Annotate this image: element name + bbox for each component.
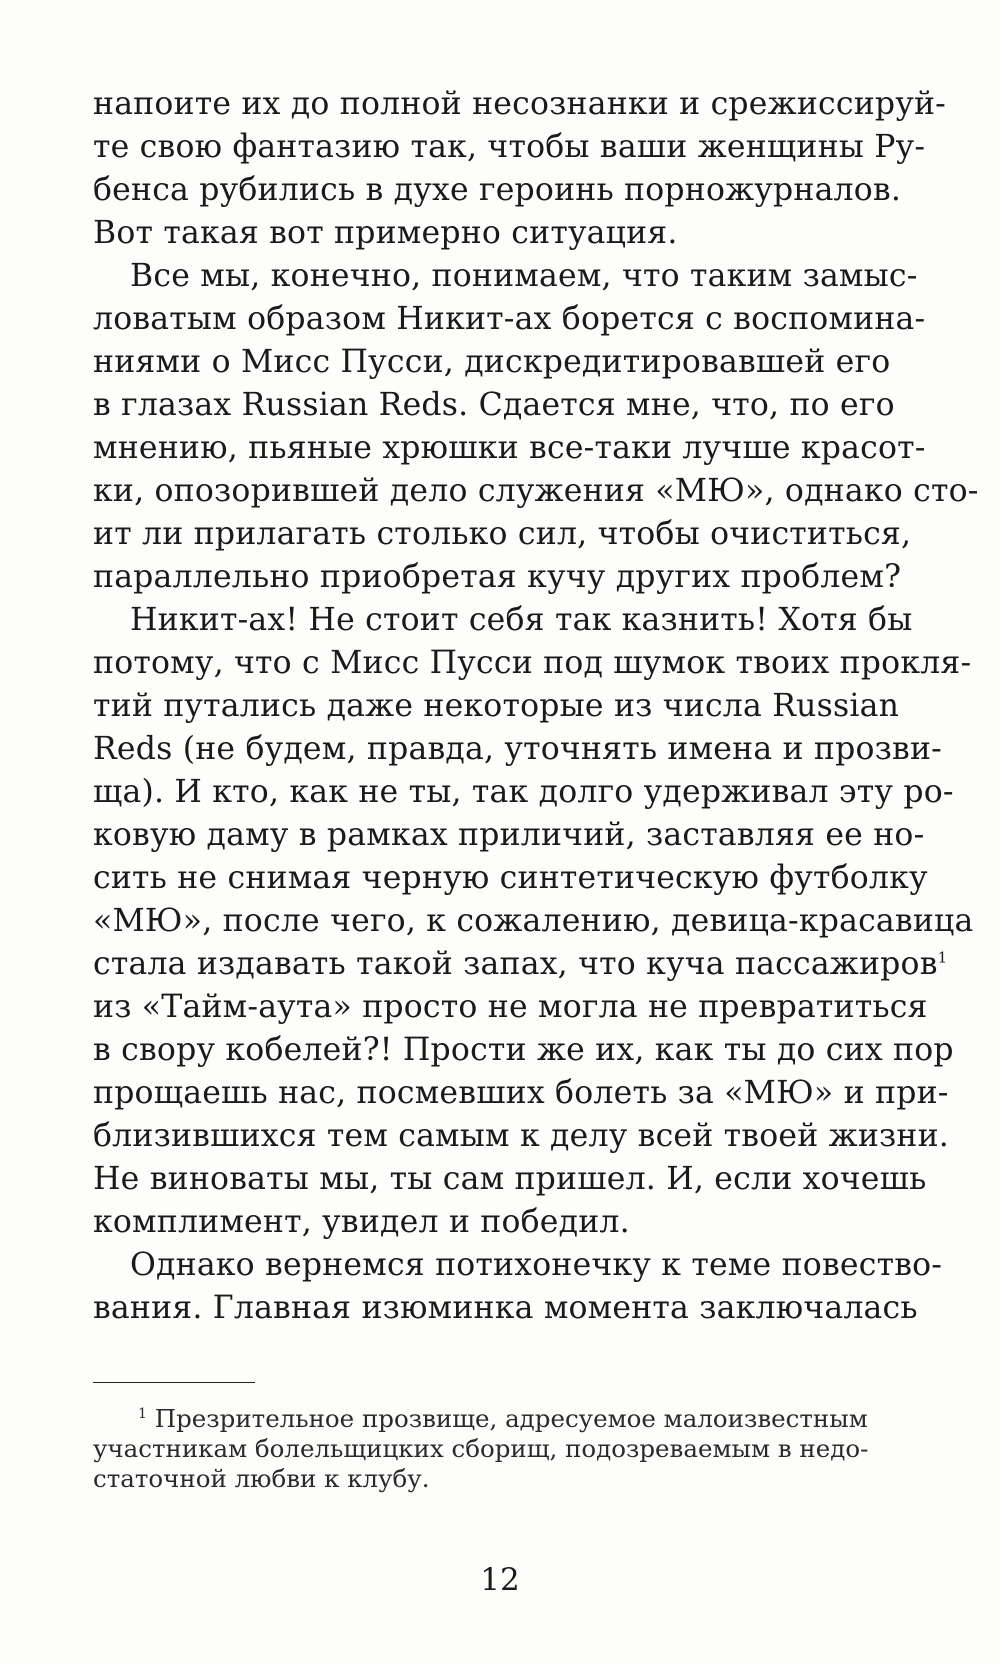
body-line-with-footnote-ref <box>93 944 948 984</box>
footnote-line <box>138 1404 958 1434</box>
footnote-line: участникам болельщицких сборищ, подозреваемым в недо- <box>93 1434 869 1463</box>
footnote-text: Презрительное прозвище, адресуемое малоизвестным <box>154 1404 868 1433</box>
body-line: близившихся тем самым к делу всей твоей жизни. <box>93 1118 949 1154</box>
body-line: ковую даму в рамках приличий, заставляя ее но- <box>93 817 925 853</box>
footnote-mark: 1 <box>138 1405 147 1422</box>
body-line: ки, опозорившей дело служения «МЮ», однако сто- <box>93 473 979 509</box>
body-line: прощаешь нас, посмевших болеть за «МЮ» и при- <box>93 1075 949 1111</box>
body-line: те свою фантазию так, чтобы ваши женщины Ру- <box>93 129 926 165</box>
body-line: сить не снимая черную синтетическую футболку <box>93 860 928 896</box>
body-line: в свору кобелей?! Прости же их, как ты до сих пор <box>93 1032 954 1068</box>
body-line: Никит-ах! Не стоит себя так казнить! Хотя бы <box>130 602 913 638</box>
body-line: ловатым образом Никит-ах борется с воспомина- <box>93 301 926 337</box>
body-line: параллельно приобретая кучу других проблем? <box>93 559 902 595</box>
body-line: Однако вернемся потихонечку к теме повество- <box>130 1247 943 1283</box>
body-line: комплимент, увидел и победил. <box>93 1204 630 1240</box>
body-line: тий путались даже некоторые из числа Russian <box>93 688 900 724</box>
body-line: Все мы, конечно, понимаем, что таким замыс- <box>130 258 918 294</box>
body-line: из «Тайм-аута» просто не могла не превратиться <box>93 989 928 1025</box>
body-line: Reds (не будем, правда, уточнять имена и прозви- <box>93 731 942 767</box>
body-line: «МЮ», после чего, к сожалению, девица-красавица <box>93 903 974 939</box>
body-line: мнению, пьяные хрюшки все-таки лучше красот- <box>93 430 926 466</box>
page-number: 12 <box>480 1562 520 1598</box>
body-line: ит ли прилагать столько сил, чтобы очиститься, <box>93 516 912 552</box>
body-line: в глазах Russian Reds. Сдается мне, что, по его <box>93 387 895 423</box>
body-line: Не виноваты мы, ты сам пришел. И, если хочешь <box>93 1161 927 1197</box>
body-line: бенса рубились в духе героинь порножурналов. <box>93 172 902 208</box>
footnote-reference: 1 <box>937 948 948 967</box>
footnote-divider <box>93 1382 255 1383</box>
body-line: потому, что с Мисс Пусси под шумок твоих прокля- <box>93 645 972 681</box>
body-line-text: стала издавать такой запах, что куча пассажиров <box>93 946 938 982</box>
body-line: Вот такая вот примерно ситуация. <box>93 215 678 251</box>
body-line: ниями о Мисс Пусси, дискредитировавшей его <box>93 344 891 380</box>
body-line: напоите их до полной несознанки и срежиссируй- <box>93 86 947 122</box>
footnote-line: статочной любви к клубу. <box>93 1464 430 1493</box>
body-line: вания. Главная изюминка момента заключалась <box>93 1290 918 1326</box>
body-line: ща). И кто, как не ты, так долго удерживал эту ро- <box>93 774 954 810</box>
